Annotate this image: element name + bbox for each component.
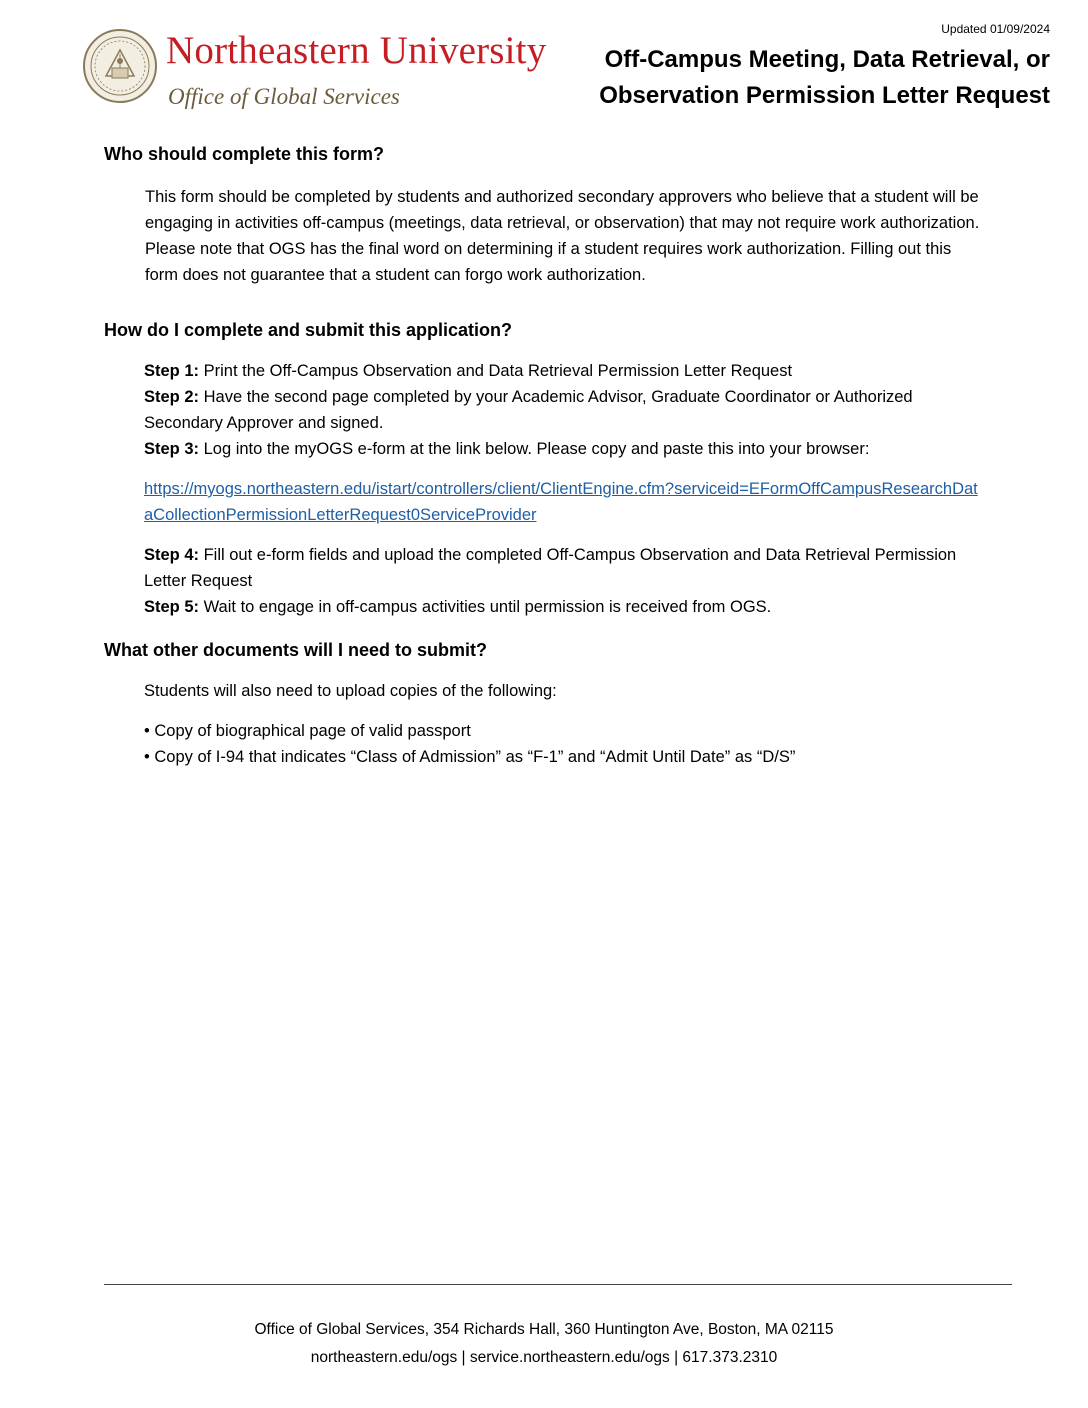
document-body <box>104 140 984 770</box>
steps-1-3 <box>144 358 984 462</box>
how-section <box>104 316 984 620</box>
step-5 <box>144 594 984 620</box>
step-2-label: Step 2: <box>144 388 200 406</box>
docs-section <box>104 636 984 770</box>
university-logo <box>82 26 582 122</box>
step-4-text: Fill out e-form fields and upload the completed Off-Campus Observation and Data Retrieval Permission Letter Request <box>144 546 957 590</box>
step-1 <box>144 358 984 384</box>
who-heading: Who should complete this form? <box>104 144 384 164</box>
eform-link-block <box>144 476 984 528</box>
footer <box>0 1316 1088 1372</box>
step-3 <box>144 436 984 462</box>
page-title <box>599 42 1050 114</box>
list-item: • Copy of biographical page of valid passport <box>144 722 471 740</box>
who-body: This form should be completed by students and authorized secondary approvers who believe that a student will be engaging in activities off-campus (meetings, data retrieval, or observation) that may not require work authorization. Please note that OGS has the final word on determining if a student requires work authorization. Filling out this form does not guarantee that a student can forgo work authorization. <box>145 188 980 284</box>
title-line-1: Off-Campus Meeting, Data Retrieval, or <box>604 46 1050 73</box>
docs-heading: What other documents will I need to submit? <box>104 640 488 660</box>
step-1-text: Print the Off-Campus Observation and Data Retrieval Permission Letter Request <box>199 362 793 380</box>
steps-4-5 <box>144 542 984 620</box>
title-line-2: Observation Permission Letter Request <box>599 82 1050 109</box>
footer-contacts: northeastern.edu/ogs | service.northeastern.edu/ogs | 617.373.2310 <box>310 1349 778 1366</box>
footer-address: Office of Global Services, 354 Richards Hall, 360 Huntington Ave, Boston, MA 02115 <box>254 1321 834 1338</box>
how-heading: How do I complete and submit this application? <box>104 320 513 340</box>
step-2 <box>144 384 984 436</box>
updated-date: Updated 01/09/2024 <box>941 22 1050 36</box>
step-3-text: Log into the myOGS e-form at the link below. Please copy and paste this into your browser: <box>199 440 870 458</box>
step-4-label: Step 4: <box>144 546 200 564</box>
footer-divider <box>104 1284 1012 1285</box>
step-5-label: Step 5: <box>144 598 200 616</box>
step-4 <box>144 542 984 594</box>
step-2-text: Have the second page completed by your Academic Advisor, Graduate Coordinator or Authorized Secondary Approver and signed. <box>144 388 913 432</box>
who-section <box>104 140 984 288</box>
university-name: Northeastern University <box>166 29 547 72</box>
eform-link[interactable]: https://myogs.northeastern.edu/istart/controllers/client/ClientEngine.cfm?serviceid=EFormOffCampusResearchDataCollectionPermissionLetterRequest0ServiceProvider <box>144 480 978 524</box>
step-1-label: Step 1: <box>144 362 200 380</box>
docs-intro: Students will also need to upload copies of the following: <box>144 682 557 700</box>
university-seal-icon <box>82 28 158 104</box>
list-item: • Copy of I-94 that indicates “Class of Admission” as “F-1” and “Admit Until Date” as “D/S” <box>144 748 796 766</box>
step-3-label: Step 3: <box>144 440 200 458</box>
docs-list <box>144 718 984 770</box>
step-5-text: Wait to engage in off-campus activities until permission is received from OGS. <box>199 598 772 616</box>
office-name: Office of Global Services <box>168 84 400 109</box>
